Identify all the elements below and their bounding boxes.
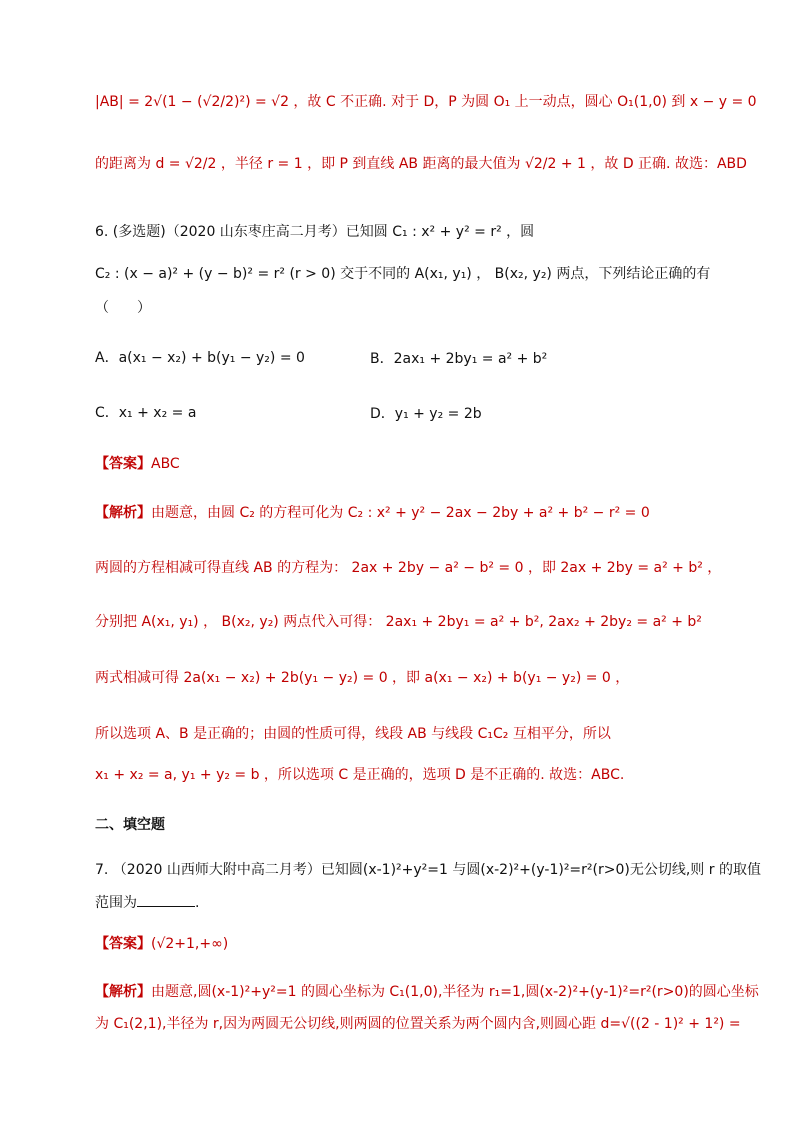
q7-stem-line-2: [95, 892, 199, 913]
q6-stem-line-2: C₂ : (x − a)² + (y − b)² = r² (r > 0) 交于不同的 A(x₁, y₁) ， B(x₂, y₂) 两点，下列结论正确的有: [95, 266, 711, 282]
q7-analysis-line-1: [95, 982, 759, 1002]
q6-option-d: D．y₁ + y₂ = 2b: [370, 406, 482, 422]
q7-stem-end: .: [195, 895, 200, 911]
solution-line-1: |AB| = 2√(1 − (√2/2)²) = √2 ，故 C 不正确. 对于 D，P 为圆 O₁ 上一动点，圆心 O₁(1,0) 到 x − y = 0: [95, 94, 757, 110]
q6-answer: [95, 454, 180, 474]
q6-stem-line-1: 6. (多选题)（2020 山东枣庄高二月考）已知圆 C₁ : x² + y² = r² ，圆: [95, 224, 535, 240]
q6-option-b: B．2ax₁ + 2by₁ = a² + b²: [370, 351, 548, 367]
answer-value: ABC: [151, 456, 180, 472]
analysis-text: 由题意,圆(x-1)²+y²=1 的圆心坐标为 C₁(1,0),半径为 r₁=1,圆(x-2)²+(y-1)²=r²(r>0)的圆心坐标: [151, 984, 759, 1000]
analysis-tag: 【解析】: [95, 984, 151, 1000]
answer-value: (√2+1,+∞): [151, 936, 229, 952]
section-heading-fill-blank: 二、填空题: [95, 817, 165, 833]
q6-answer-paren: （ ）: [95, 300, 151, 316]
analysis-text: 由题意，由圆 C₂ 的方程可化为 C₂ : x² + y² − 2ax − 2by + a² + b² − r² = 0: [151, 505, 650, 521]
answer-blank: [137, 892, 195, 907]
q6-analysis-line-2: 两圆的方程相减可得直线 AB 的方程为： 2ax + 2by − a² − b² = 0 ，即 2ax + 2by = a² + b² ，: [95, 560, 722, 576]
q6-option-a: A．a(x₁ − x₂) + b(y₁ − y₂) = 0: [95, 350, 305, 366]
analysis-tag: 【解析】: [95, 505, 151, 521]
solution-line-2: 的距离为 d = √2/2 ，半径 r = 1 ，即 P 到直线 AB 距离的最大值为 √2/2 + 1 ，故 D 正确. 故选：ABD: [95, 156, 747, 172]
answer-tag: 【答案】: [95, 936, 151, 952]
q7-stem-text: 范围为: [95, 895, 137, 911]
answer-tag: 【答案】: [95, 456, 151, 472]
q7-stem-line-1: 7. （2020 山西师大附中高二月考）已知圆(x-1)²+y²=1 与圆(x-2)²+(y-1)²=r²(r>0)无公切线,则 r 的取值: [95, 862, 761, 878]
q6-analysis-line-4: 两式相减可得 2a(x₁ − x₂) + 2b(y₁ − y₂) = 0 ，即 a(x₁ − x₂) + b(y₁ − y₂) = 0 ，: [95, 670, 630, 686]
q6-analysis-line-5: 所以选项 A、B 是正确的；由圆的性质可得，线段 AB 与线段 C₁C₂ 互相平分，所以: [95, 726, 611, 742]
q7-answer: [95, 934, 228, 954]
q6-analysis-line-3: 分别把 A(x₁, y₁) ， B(x₂, y₂) 两点代入可得： 2ax₁ + 2by₁ = a² + b², 2ax₂ + 2by₂ = a² + b²: [95, 614, 702, 630]
q7-analysis-line-2: 为 C₁(2,1),半径为 r,因为两圆无公切线,则两圆的位置关系为两个圆内含,则圆心距 d=√((2 - 1)² + 1²) =: [95, 1016, 741, 1032]
q6-analysis-line-1: [95, 503, 650, 523]
q6-option-c: C．x₁ + x₂ = a: [95, 405, 197, 421]
q6-analysis-line-6: x₁ + x₂ = a, y₁ + y₂ = b ，所以选项 C 是正确的，选项 D 是不正确的. 故选：ABC.: [95, 767, 625, 783]
